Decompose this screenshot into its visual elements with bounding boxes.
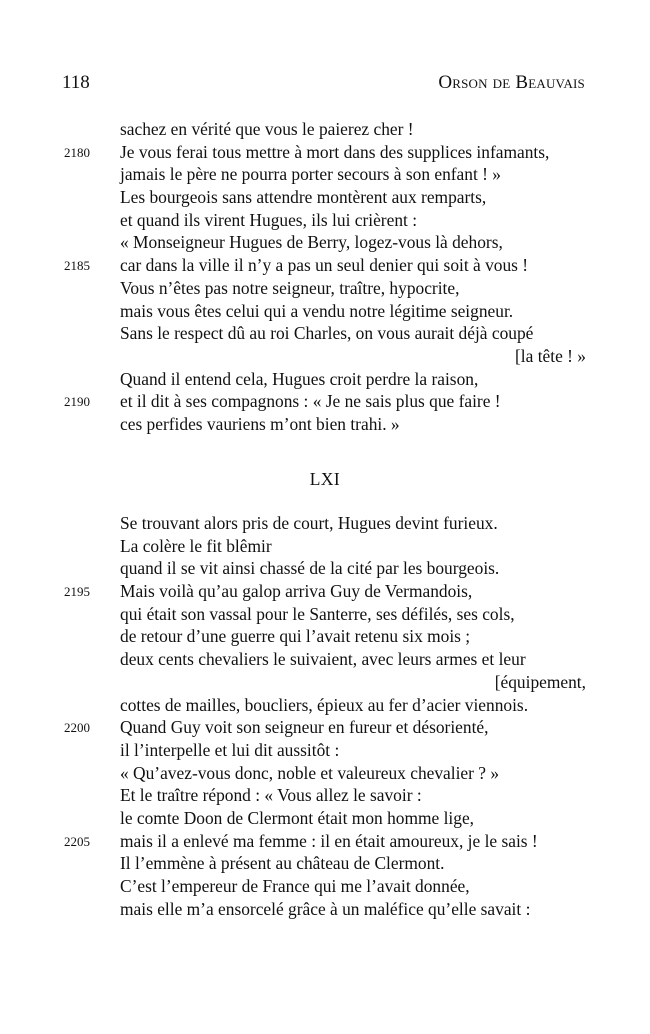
verse-text: ces perfides vauriens m’ont bien trahi. » xyxy=(120,413,400,434)
line-number: 2180 xyxy=(64,144,90,160)
verse-text: Quand il entend cela, Hugues croit perdre la raison, xyxy=(120,368,479,389)
verse-line xyxy=(0,300,650,323)
verse-text: de retour d’une guerre qui l’avait retenu six mois ; xyxy=(120,626,471,647)
verse-line xyxy=(0,512,650,535)
verse-block-a xyxy=(0,118,650,436)
verse-text: deux cents chevaliers le suivaient, avec leurs armes et leur xyxy=(120,649,526,670)
section-title: LXI xyxy=(309,469,341,489)
verse-line xyxy=(0,648,650,671)
verse-line xyxy=(0,580,650,603)
verse-text: « Monseigneur Hugues de Berry, logez-vous là dehors, xyxy=(120,232,503,253)
line-number: 2185 xyxy=(64,258,90,274)
verse-line xyxy=(0,209,650,232)
verse-line xyxy=(0,345,650,368)
verse-text: mais vous êtes celui qui a vendu notre légitime seigneur. xyxy=(120,300,514,321)
verse-line xyxy=(0,557,650,580)
verse-text: jamais le père ne pourra porter secours à son enfant ! » xyxy=(120,164,501,185)
line-number: 2200 xyxy=(64,720,90,736)
verse-text: Les bourgeois sans attendre montèrent aux remparts, xyxy=(120,187,487,208)
verse-line xyxy=(0,830,650,853)
verse-line xyxy=(0,163,650,186)
verse-line xyxy=(0,368,650,391)
verse-line xyxy=(0,390,650,413)
verse-line xyxy=(0,671,650,694)
running-title: Orson de Beauvais xyxy=(438,72,585,93)
verse-text: sachez en vérité que vous le paierez cher ! xyxy=(120,119,414,139)
page-header xyxy=(62,72,585,98)
verse-text: le comte Doon de Clermont était mon homme lige, xyxy=(120,807,475,828)
verse-text: C’est l’empereur de France qui me l’avait donnée, xyxy=(120,876,470,896)
verse-text: et quand ils virent Hugues, ils lui crièrent : xyxy=(120,209,418,230)
verse-line xyxy=(0,535,650,558)
verse-line xyxy=(0,898,650,921)
verse-text: Vous n’êtes pas notre seigneur, traître, hypocrite, xyxy=(120,277,460,298)
verse-text: Je vous ferai tous mettre à mort dans des supplices infamants, xyxy=(120,141,550,162)
verse-text: Se trouvant alors pris de court, Hugues devint furieux. xyxy=(120,513,498,533)
page-number: 118 xyxy=(62,72,90,93)
verse-text: car dans la ville il n’y a pas un seul denier qui soit à vous ! xyxy=(120,255,529,276)
verse-text: mais il a enlevé ma femme : il en était amoureux, je le sais ! xyxy=(120,830,538,851)
line-number: 2205 xyxy=(64,833,90,849)
verse-line xyxy=(0,603,650,626)
verse-line xyxy=(0,784,650,807)
verse-text: quand il se vit ainsi chassé de la cité par les bourgeois. xyxy=(120,558,500,579)
verse-block-b xyxy=(0,512,650,920)
verse-text: mais elle m’a ensorcelé grâce à un maléfice qu’elle savait : xyxy=(120,898,531,919)
verse-line xyxy=(0,413,650,436)
verse-text: cottes de mailles, boucliers, épieux au fer d’acier viennois. xyxy=(120,694,529,715)
verse-text: « Qu’avez-vous donc, noble et valeureux chevalier ? » xyxy=(120,762,500,783)
verse-line xyxy=(0,231,650,254)
verse-line xyxy=(0,694,650,717)
verse-line xyxy=(0,739,650,762)
verse-line xyxy=(0,762,650,785)
verse-line xyxy=(0,254,650,277)
line-number: 2195 xyxy=(64,584,90,600)
verse-line xyxy=(0,625,650,648)
verse-text: Et le traître répond : « Vous allez le savoir : xyxy=(120,785,422,806)
verse-text: Mais voilà qu’au galop arriva Guy de Vermandois, xyxy=(120,581,473,602)
verse-text: Sans le respect dû au roi Charles, on vous aurait déjà coupé xyxy=(120,323,534,344)
verse-text: Quand Guy voit son seigneur en fureur et désorienté, xyxy=(120,717,489,738)
verse-line xyxy=(0,875,650,898)
verse-line xyxy=(0,716,650,739)
verse-text: et il dit à ses compagnons : « Je ne sais plus que faire ! xyxy=(120,391,501,412)
verse-line xyxy=(0,118,650,141)
verse-line xyxy=(0,141,650,164)
verse-line xyxy=(0,186,650,209)
line-number: 2190 xyxy=(64,394,90,410)
verse-text: Il l’emmène à présent au château de Clermont. xyxy=(120,853,445,874)
verse-line xyxy=(0,852,650,875)
verse-text: qui était son vassal pour le Santerre, ses défilés, ses cols, xyxy=(120,603,515,624)
verse-text: il l’interpelle et lui dit aussitôt : xyxy=(120,739,340,760)
verse-line xyxy=(0,322,650,345)
verse-text: [la tête ! » xyxy=(515,345,586,366)
verse-line xyxy=(0,807,650,830)
verse-text: [équipement, xyxy=(494,671,586,692)
verse-text: La colère le fit blêmir xyxy=(120,535,272,556)
verse-line xyxy=(0,277,650,300)
